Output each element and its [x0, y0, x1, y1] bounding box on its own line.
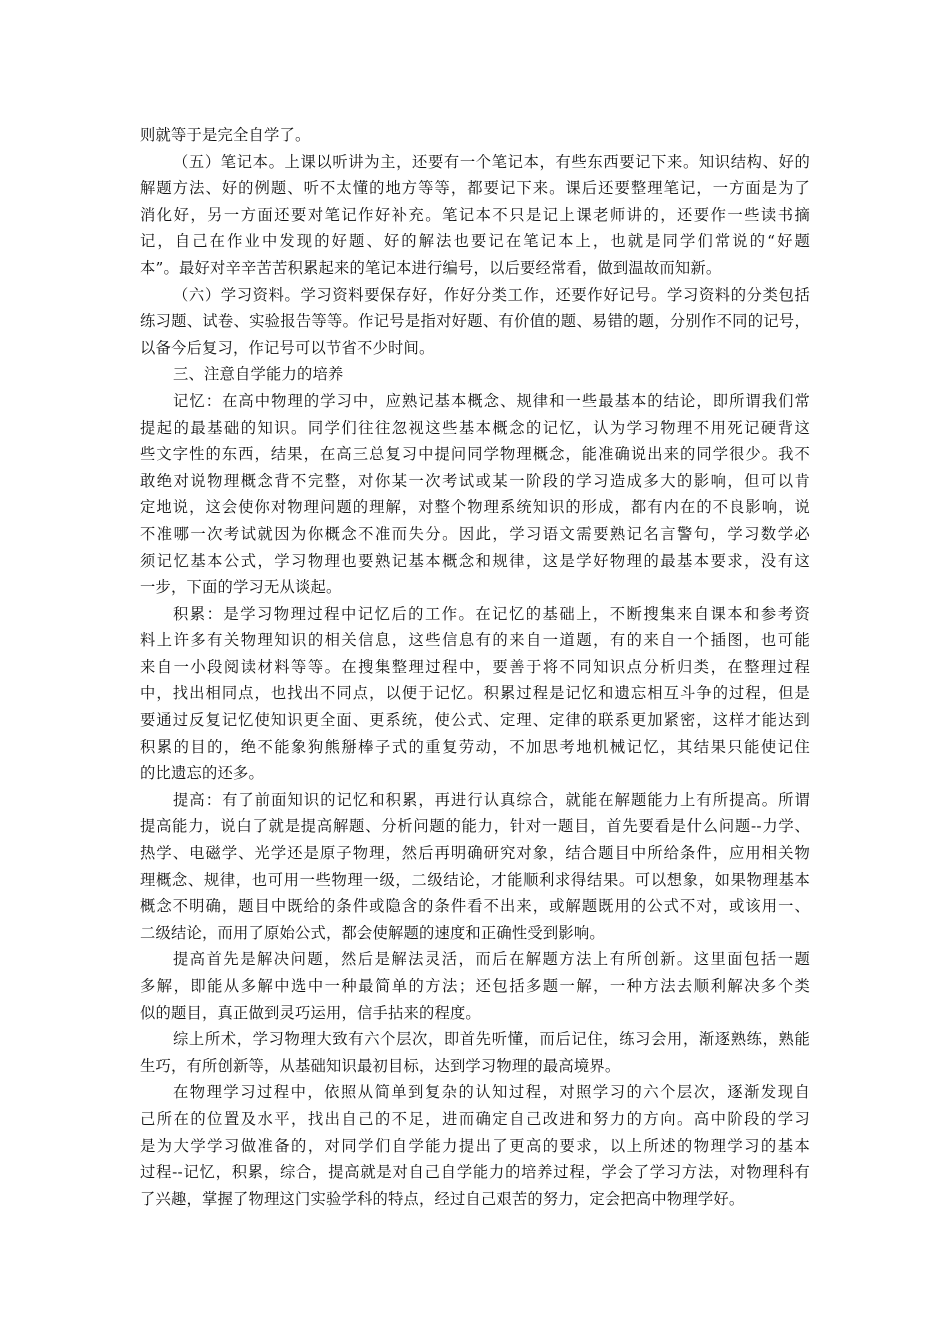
- text-line: 的比遗忘的还多。: [140, 764, 264, 783]
- text-line: 定地说，这会使你对物理问题的理解，对整个物理系统知识的形成，都有内在的不良影响，说: [140, 498, 810, 517]
- text-line: 来自一小段阅读材料等等。在搜集整理过程中，要善于将不同知识点分析归类，在整理过程: [140, 657, 810, 676]
- text-line: 中，找出相同点，也找出不同点，以便于记忆。积累过程是记忆和遗忘相互斗争的过程，但是: [140, 684, 810, 703]
- text-line: 解题方法、好的例题、听不太懂的地方等等，都要记下来。课后还要整理笔记，一方面是为了: [140, 179, 810, 198]
- text-line: 积累的目的，绝不能象狗熊掰棒子式的重复劳动，不加思考地机械记忆，其结果只能使记住: [140, 737, 810, 756]
- text-line: 理概念、规律，也可用一些物理一级，二级结论，才能顺利求得结果。可以想象，如果物理基本: [140, 870, 810, 889]
- text-line: 过程--记忆，积累，综合，提高就是对自己自学能力的培养过程，学会了学习方法，对物理科有: [140, 1163, 810, 1182]
- text-line: 些文字性的东西，结果，在高三总复习中提问同学物理概念，能准确说出来的同学很少。我不: [140, 445, 810, 464]
- text-line: 本”。最好对辛辛苦苦积累起来的笔记本进行编号，以后要经常看，做到温故而知新。: [140, 258, 722, 277]
- text-line: 以备今后复习，作记号可以节省不少时间。: [140, 338, 435, 357]
- text-line: 料上许多有关物理知识的相关信息，这些信息有的来自一道题，有的来自一个插图，也可能: [140, 631, 810, 650]
- text-line: 概念不明确，题目中既给的条件或隐含的条件看不出来，或解题既用的公式不对，或该用一、: [140, 897, 810, 916]
- text-line: 记，自己在作业中发现的好题、好的解法也要记在笔记本上，也就是同学们常说的“好题: [140, 232, 810, 251]
- text-line: 则就等于是完全自学了。: [140, 126, 311, 144]
- text-line: 敢绝对说物理概念背不完整，对你某一次考试或某一阶段的学习造成多大的影响，但可以肯: [140, 471, 810, 490]
- text-line: 要通过反复记忆使知识更全面、更系统，使公式、定理、定律的联系更加紧密，这样才能达到: [140, 711, 810, 730]
- text-line: 在物理学习过程中，依照从简单到复杂的认知过程，对照学习的六个层次，逐渐发现自: [173, 1083, 810, 1102]
- text-line: 练习题、试卷、实验报告等等。作记号是指对好题、有价值的题、易错的题，分别作不同的记号，: [140, 312, 810, 331]
- text-line: 综上所术，学习物理大致有六个层次，即首先听懂，而后记住，练习会用，渐逐熟练，熟能: [173, 1030, 810, 1049]
- text-line: 一步，下面的学习无从谈起。: [140, 578, 342, 597]
- text-line: 提高首先是解决问题，然后是解法灵活，而后在解题方法上有所创新。这里面包括一题: [173, 950, 810, 969]
- text-line: 须记忆基本公式，学习物理也要熟记基本概念和规律，这是学好物理的最基本要求，没有这: [140, 551, 810, 570]
- text-line: 提高：有了前面知识的记忆和积累，再进行认真综合，就能在解题能力上有所提高。所谓: [173, 790, 810, 809]
- text-line: 消化好，另一方面还要对笔记作好补充。笔记本不只是记上课老师讲的，还要作一些读书摘: [140, 205, 810, 224]
- text-line: 三、注意自学能力的培养: [173, 365, 344, 384]
- text-line: 多解，即能从多解中选中一种最简单的方法；还包括多题一解，一种方法去顺利解决多个类: [140, 977, 810, 995]
- document-body: [140, 122, 810, 1212]
- text-line: 是为大学学习做准备的，对同学们自学能力提出了更高的要求，以上所述的物理学习的基本: [140, 1136, 810, 1155]
- text-line: 己所在的位置及水平，找出自己的不足，进而确定自己改进和努力的方向。高中阶段的学习: [140, 1109, 810, 1128]
- text-line: 二级结论，而用了原始公式，都会使解题的速度和正确性受到影响。: [140, 923, 605, 942]
- text-line: 提高能力，说白了就是提高解题、分析问题的能力，针对一题目，首先要看是什么问题--力学、: [140, 817, 810, 836]
- text-line: （五）笔记本。上课以听讲为主，还要有一个笔记本，有些东西要记下来。知识结构、好的: [173, 152, 810, 171]
- text-line: （六）学习资料。学习资料要保存好，作好分类工作，还要作好记号。学习资料的分类包括: [173, 285, 810, 304]
- text-line: 生巧，有所创新等，从基础知识最初目标，达到学习物理的最高境界。: [140, 1056, 621, 1075]
- text-line: 提起的最基础的知识。同学们往往忽视这些基本概念的记忆，认为学习物理不用死记硬背这: [140, 418, 810, 437]
- text-line: 了兴趣，掌握了物理这门实验学科的特点，经过自己艰苦的努力，定会把高中物理学好。: [140, 1189, 745, 1208]
- text-line: 热学、电磁学、光学还是原子物理，然后再明确研究对象，结合题目中所给条件，应用相关物: [140, 844, 810, 863]
- text-line: 似的题目，真正做到灵巧运用，信手拈来的程度。: [140, 1003, 481, 1022]
- text-line: 记忆：在高中物理的学习中，应熟记基本概念、规律和一些最基本的结论，即所谓我们常: [173, 391, 810, 410]
- text-line: 不准哪一次考试就因为你概念不准而失分。因此，学习语文需要熟记名言警句，学习数学必: [140, 524, 810, 543]
- text-line: 积累：是学习物理过程中记忆后的工作。在记忆的基础上，不断搜集来自课本和参考资: [173, 604, 810, 623]
